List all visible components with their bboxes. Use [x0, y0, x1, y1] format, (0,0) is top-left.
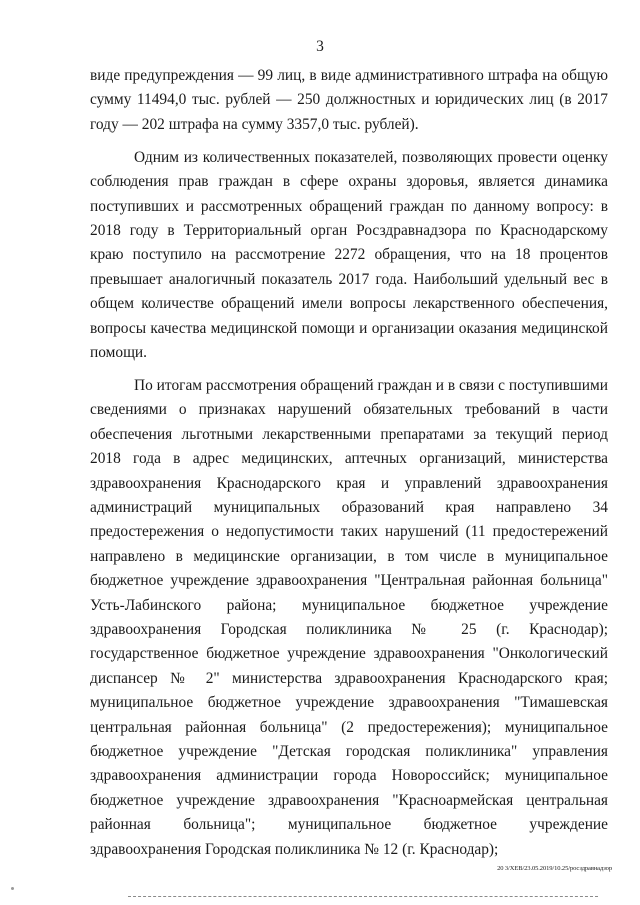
scan-edge-line — [128, 896, 598, 897]
paragraph-warnings-issued: По итогам рассмотрения обращений граждан и в связи с поступившими сведениями о признаках нарушений обязательных требований в части обеспечения льготными лекарственными препаратами за текущий период 2018 года в адрес медицинских, аптечных организаций, министерства здравоохранения Краснодарского края и управлений здравоохранения администраций муниципальных образований края направлено 34 предостережения о недопустимости таких нарушений (11 предостережений направлено в медицинские организации, в том числе в муниципальное бюджетное учреждение здравоохранения "Центральная районная больница" Усть-Лабинского района; муниципальное бюджетное учреждение здравоохранения Городская поликлиника № 25 (г. Краснодар); государственное бюджетное учреждение здравоохранения "Онкологический диспансер № 2" министерства здравоохранения Краснодарского края; муниципальное бюджетное учреждение здравоохранения "Тимашевская центральная районная больница" (2 предостережения); муниципальное бюджетное учреждение "Детская городская поликлиника" управления здравоохранения администрации города Новороссийск; муниципальное бюджетное учреждение здравоохранения "Красноармейская центральная районная больница"; муниципальное бюджетное учреждение здравоохранения Городская поликлиника № 12 (г. Краснодар); — [90, 376, 608, 858]
document-footer-code: 20 3/ХЕВ/23.05.2019/10.25/росздравнадзор — [497, 865, 612, 872]
scan-artifact-dot — [11, 887, 14, 890]
document-body — [90, 64, 608, 862]
paragraph-penalties-continued: виде предупреждения — 99 лиц, в виде административного штрафа на общую сумму 11494,0 тыс. рублей — 250 должностных и юридических лиц (в 2017 году — 202 штрафа на сумму 3357,0 тыс. рублей). — [90, 67, 608, 133]
page-number: 3 — [316, 38, 324, 55]
paragraph-appeals-dynamics: Одним из количественных показателей, позволяющих провести оценку соблюдения прав граждан в сфере охраны здоровья, является динамика поступивших и рассмотренных обращений граждан по данному вопросу: в 2018 году в Территориальный орган Росздравнадзора по Краснодарскому краю поступило на рассмотрение 2272 обращения, что на 18 процентов превышает аналогичный показатель 2017 года. Наибольший удельный вес в общем количестве обращений имели вопросы лекарственного обеспечения, вопросы качества медицинской помощи и организации оказания медицинской помощи. — [90, 148, 608, 361]
